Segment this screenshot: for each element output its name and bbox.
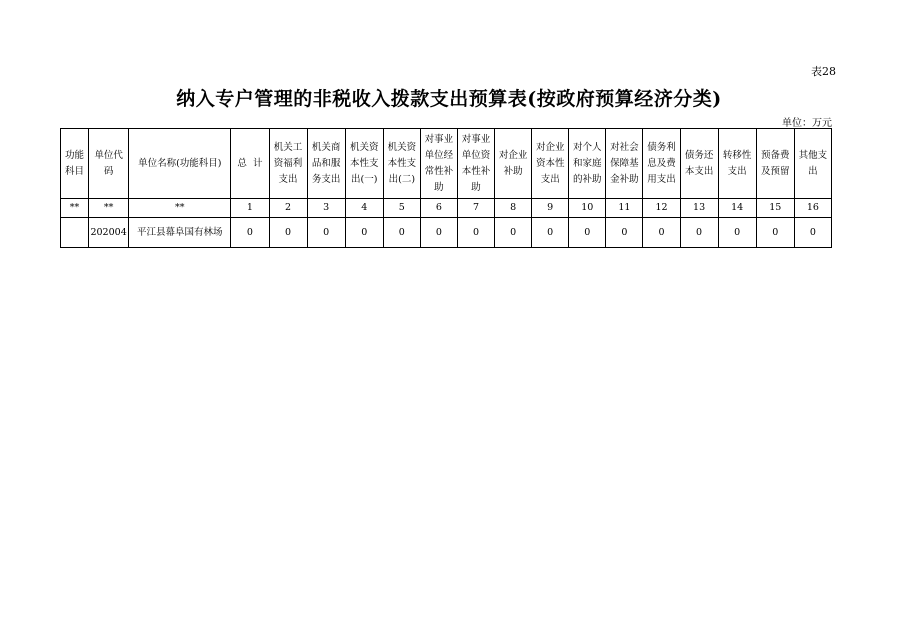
index-cell: 3	[307, 199, 345, 218]
index-cell: **	[89, 199, 129, 218]
header-cell: 对事业单位经常性补助	[420, 129, 457, 199]
header-cell: 总 计	[231, 129, 269, 199]
unit-label: 单位：万元	[782, 118, 832, 129]
value-cell: 0	[457, 218, 494, 248]
index-cell: 1	[231, 199, 269, 218]
value-cell: 0	[569, 218, 606, 248]
index-row	[61, 199, 832, 218]
header-cell: 对企业补助	[495, 129, 532, 199]
table-number: 表28	[811, 65, 836, 78]
value-cell: 0	[532, 218, 569, 248]
index-cell: 10	[569, 199, 606, 218]
value-cell: 0	[269, 218, 307, 248]
function-subject-cell	[61, 218, 89, 248]
header-cell: 单位代码	[89, 129, 129, 199]
table-row	[61, 218, 832, 248]
header-cell: 转移性支出	[718, 129, 756, 199]
value-cell: 0	[680, 218, 718, 248]
index-cell: 4	[345, 199, 383, 218]
index-cell: 12	[643, 199, 680, 218]
index-cell: 9	[532, 199, 569, 218]
header-cell: 机关工资福利支出	[269, 129, 307, 199]
index-cell: 5	[383, 199, 420, 218]
value-cell: 0	[718, 218, 756, 248]
header-cell: 机关资本性支出(一)	[345, 129, 383, 199]
index-cell: **	[61, 199, 89, 218]
index-cell: 11	[606, 199, 643, 218]
value-cell: 0	[495, 218, 532, 248]
header-cell: 对事业单位资本性补助	[457, 129, 494, 199]
page-title: 纳入专户管理的非税收入拨款支出预算表(按政府预算经济分类)	[176, 88, 722, 110]
header-cell: 对企业资本性支出	[532, 129, 569, 199]
header-cell: 机关资本性支出(二)	[383, 129, 420, 199]
value-cell: 0	[643, 218, 680, 248]
index-cell: 8	[495, 199, 532, 218]
value-cell: 0	[231, 218, 269, 248]
index-cell: 13	[680, 199, 718, 218]
budget-table	[60, 128, 832, 248]
value-cell: 0	[420, 218, 457, 248]
header-row	[61, 129, 832, 199]
index-cell: 16	[794, 199, 831, 218]
header-cell: 债务利息及费用支出	[643, 129, 680, 199]
index-cell: 6	[420, 199, 457, 218]
value-cell: 0	[794, 218, 831, 248]
value-cell: 0	[606, 218, 643, 248]
header-cell: 功能科目	[61, 129, 89, 199]
header-cell: 单位名称(功能科目)	[129, 129, 231, 199]
index-cell: 15	[756, 199, 794, 218]
header-cell: 对个人和家庭的补助	[569, 129, 606, 199]
unit-name-cell: 平江县幕阜国有林场	[129, 218, 231, 248]
header-cell: 对社会保障基金补助	[606, 129, 643, 199]
header-cell: 其他支出	[794, 129, 831, 199]
index-cell: 14	[718, 199, 756, 218]
value-cell: 0	[383, 218, 420, 248]
unit-code-cell: 202004	[89, 218, 129, 248]
header-cell: 机关商品和服务支出	[307, 129, 345, 199]
index-cell: 7	[457, 199, 494, 218]
value-cell: 0	[307, 218, 345, 248]
index-cell: **	[129, 199, 231, 218]
value-cell: 0	[345, 218, 383, 248]
index-cell: 2	[269, 199, 307, 218]
header-cell: 预备费及预留	[756, 129, 794, 199]
value-cell: 0	[756, 218, 794, 248]
header-cell: 债务还本支出	[680, 129, 718, 199]
